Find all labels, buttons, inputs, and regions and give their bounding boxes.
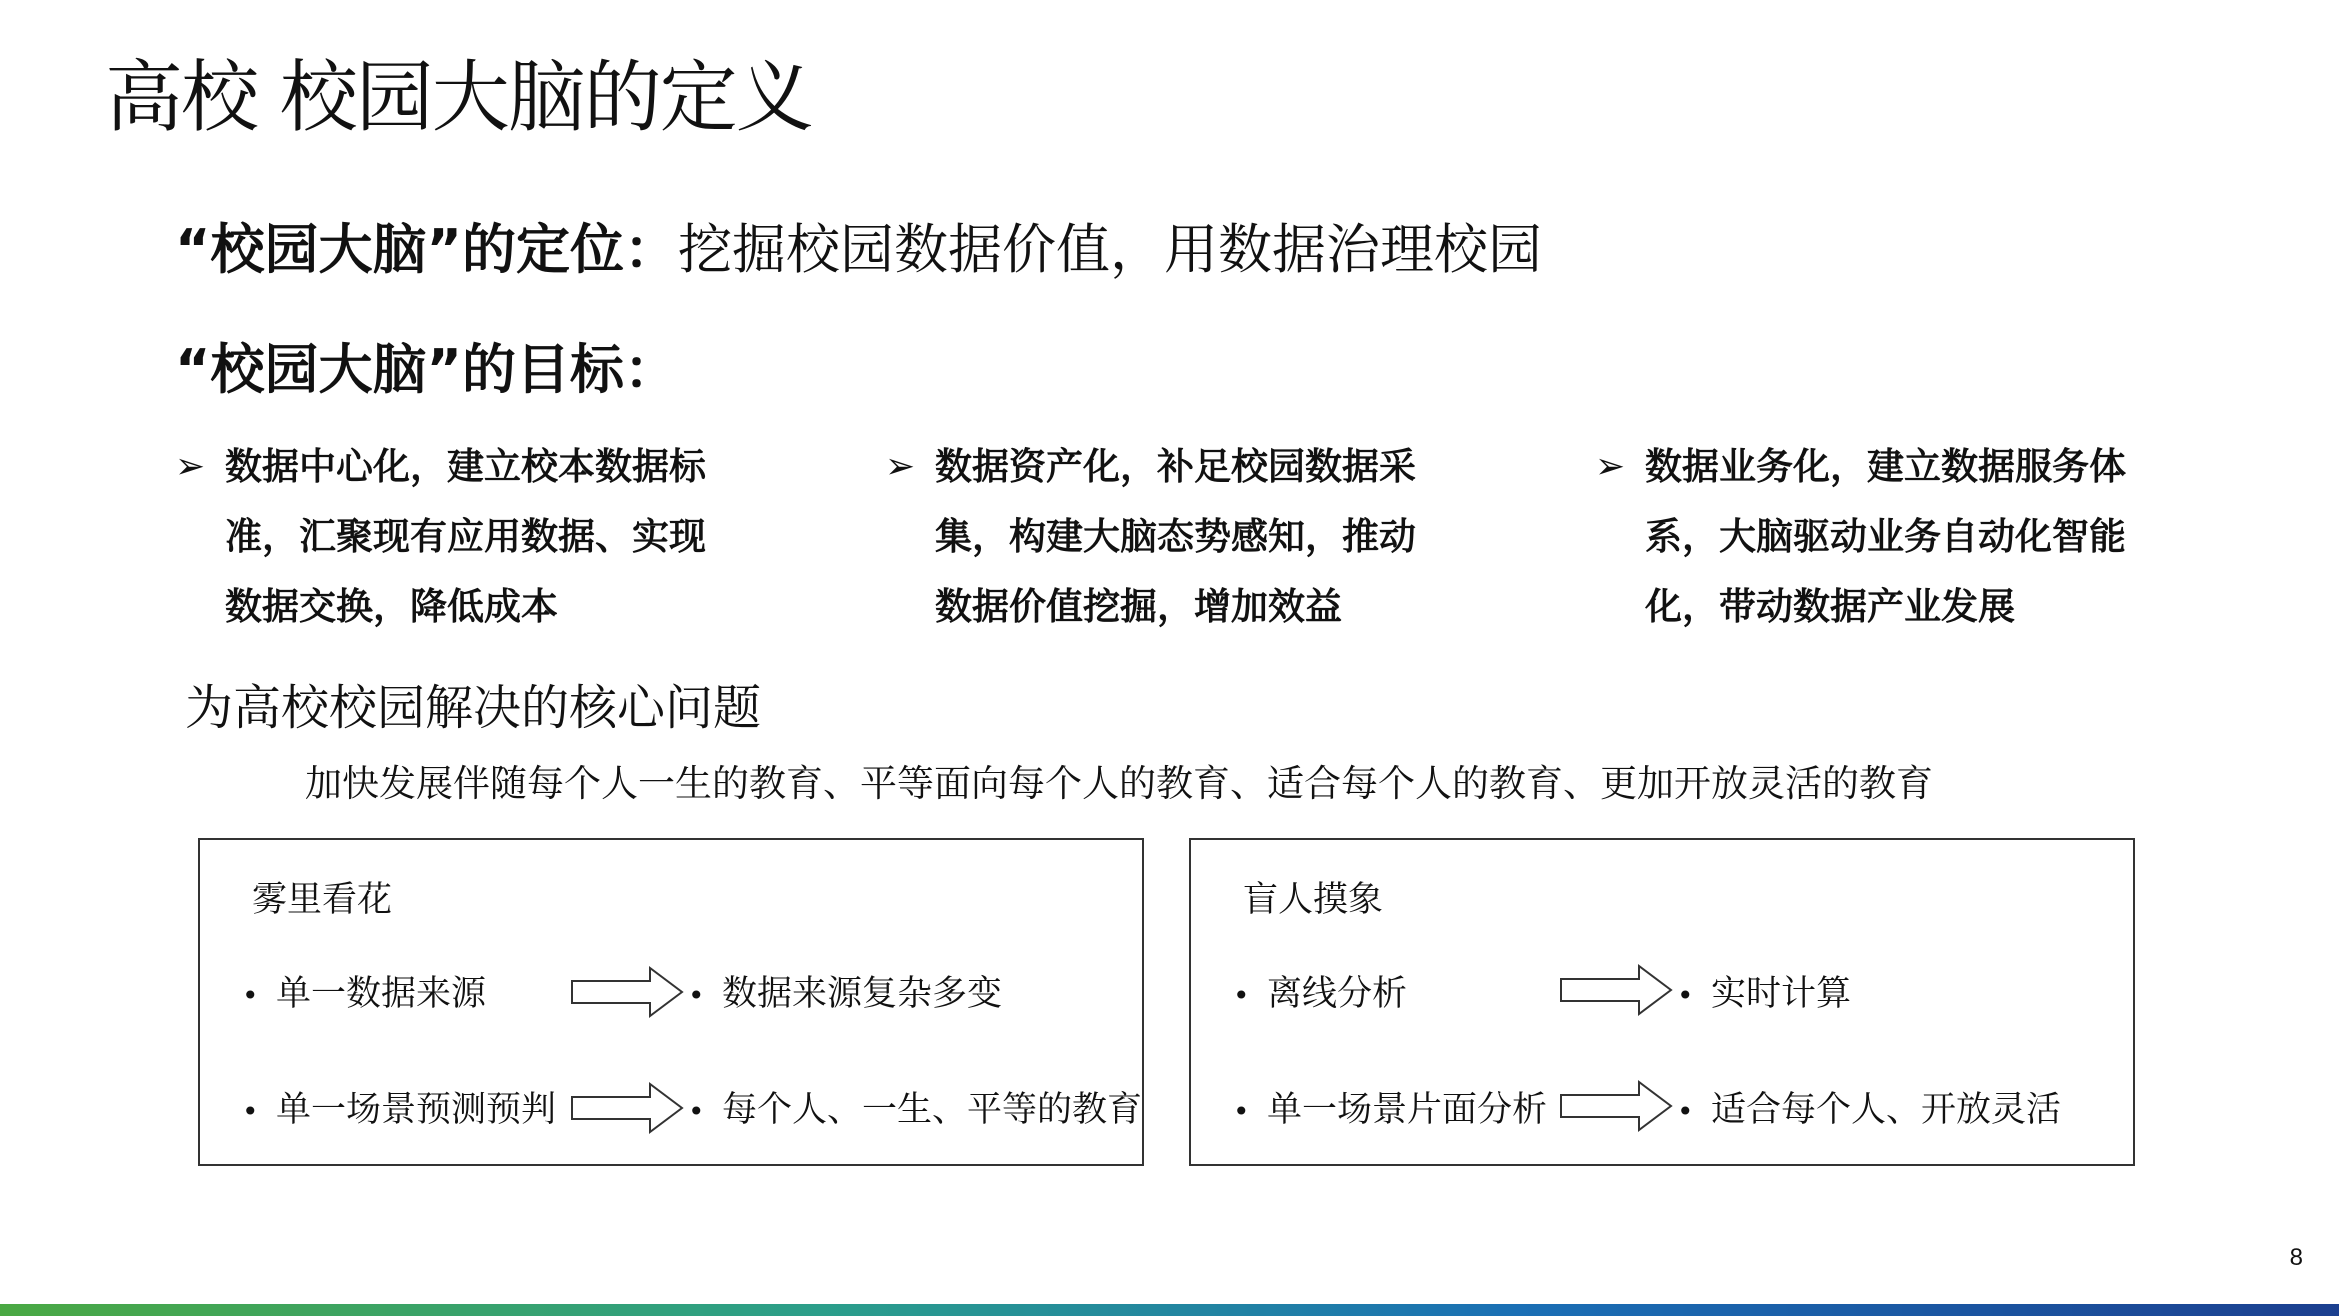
panel-fog xyxy=(198,838,1144,1166)
bullet-dot-icon: • xyxy=(1233,1095,1250,1128)
arrow-bullet-icon: ➢ xyxy=(175,446,206,487)
to-item xyxy=(1677,964,1851,1026)
goal-heading xyxy=(175,338,678,403)
to-item xyxy=(688,1080,1142,1142)
right-arrow-icon xyxy=(570,966,684,1018)
bottom-gradient-bar xyxy=(0,1304,2339,1316)
positioning-label: “校园大脑”的定位： xyxy=(175,218,678,281)
comparison-row xyxy=(200,1080,1142,1140)
bullet-dot-icon: • xyxy=(688,1095,705,1128)
goal-text-3: 数据业务化，建立数据服务体系，大脑驱动业务自动化智能化，带动数据产业发展 xyxy=(1645,445,2126,628)
to-text: 每个人、一生、平等的教育 xyxy=(722,1090,1143,1130)
positioning-line xyxy=(175,218,1542,283)
panel-title: 盲人摸象 xyxy=(1243,880,1384,920)
from-text: 单一场景片面分析 xyxy=(1267,1090,1548,1130)
to-item xyxy=(688,964,1002,1026)
positioning-text: 挖掘校园数据价值，用数据治理校园 xyxy=(677,218,1542,281)
right-arrow-icon xyxy=(1559,1080,1673,1132)
from-item xyxy=(1233,1080,1547,1142)
core-issues-description: 加快发展伴随每个人一生的教育、平等面向每个人的教育、适合每个人的教育、更加开放灵活的教育 xyxy=(305,762,1933,805)
comparison-row xyxy=(1191,1080,2133,1140)
goal-text-1: 数据中心化，建立校本数据标准，汇聚现有应用数据、实现数据交换，降低成本 xyxy=(225,445,706,628)
from-item xyxy=(242,964,486,1026)
bullet-dot-icon: • xyxy=(242,979,259,1012)
page-number: 8 xyxy=(2289,1244,2303,1271)
bullet-dot-icon: • xyxy=(1677,1095,1694,1128)
goal-item-2 xyxy=(885,432,1445,642)
slide-title: 高校 校园大脑的定义 xyxy=(105,53,812,143)
to-text: 实时计算 xyxy=(1711,974,1852,1014)
comparison-row xyxy=(1191,964,2133,1024)
to-text: 适合每个人、开放灵活 xyxy=(1711,1090,2062,1130)
comparison-row xyxy=(200,964,1142,1024)
right-arrow-icon xyxy=(1559,964,1673,1016)
to-text: 数据来源复杂多变 xyxy=(722,974,1003,1014)
goal-label: “校园大脑”的目标： xyxy=(175,338,678,401)
goal-item-3 xyxy=(1595,432,2155,642)
panel-title: 雾里看花 xyxy=(252,880,393,920)
bullet-dot-icon: • xyxy=(688,979,705,1012)
panel-blind-men xyxy=(1189,838,2135,1166)
from-text: 单一数据来源 xyxy=(276,974,487,1014)
right-arrow-icon xyxy=(570,1082,684,1134)
from-item xyxy=(1233,964,1407,1026)
goal-text-2: 数据资产化，补足校园数据采集，构建大脑态势感知，推动数据价值挖掘，增加效益 xyxy=(935,445,1416,628)
from-text: 离线分析 xyxy=(1267,974,1408,1014)
arrow-bullet-icon: ➢ xyxy=(1595,446,1626,487)
to-item xyxy=(1677,1080,2061,1142)
bullet-dot-icon: • xyxy=(242,1095,259,1128)
goal-item-1 xyxy=(175,432,735,642)
from-item xyxy=(242,1080,556,1142)
bullet-dot-icon: • xyxy=(1233,979,1250,1012)
from-text: 单一场景预测预判 xyxy=(276,1090,557,1130)
arrow-bullet-icon: ➢ xyxy=(885,446,916,487)
bullet-dot-icon: • xyxy=(1677,979,1694,1012)
core-issues-title: 为高校校园解决的核心问题 xyxy=(185,680,762,736)
